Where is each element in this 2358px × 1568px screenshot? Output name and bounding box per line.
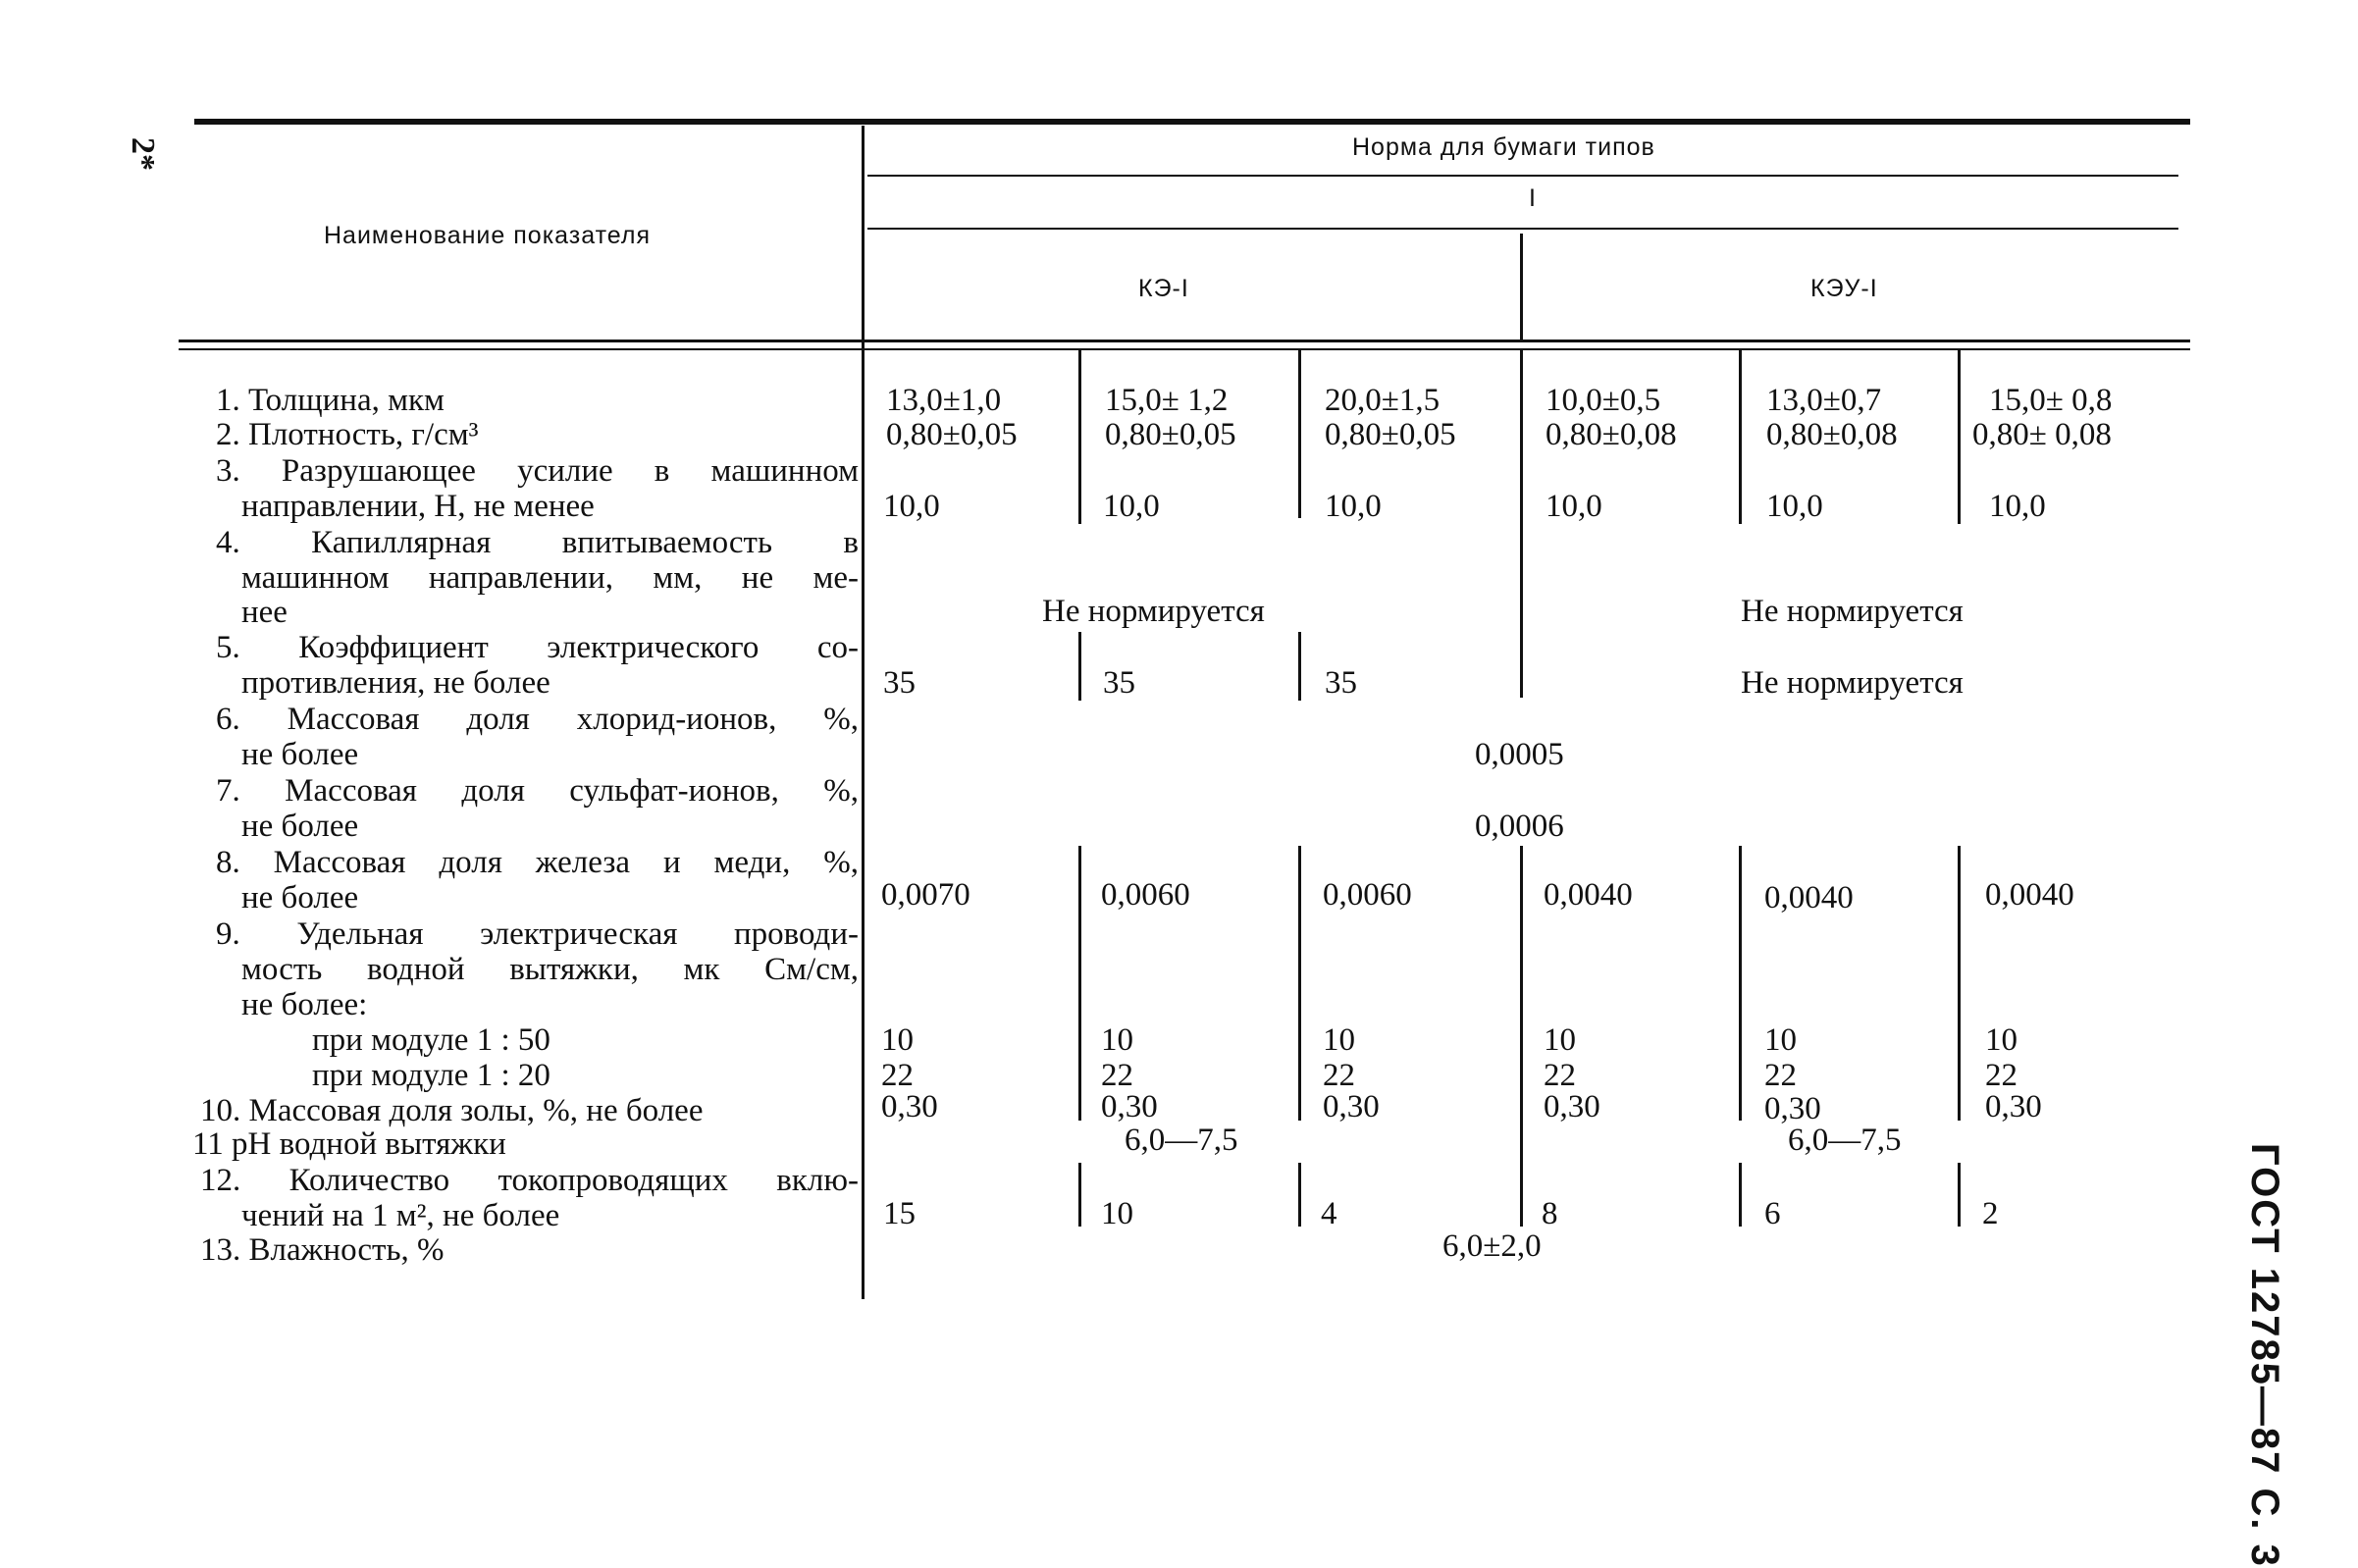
col-tick	[1958, 846, 1961, 1121]
row-7-label-line-2: не более	[241, 809, 359, 844]
row-1-label: 1. Толщина, мкм	[216, 383, 445, 418]
row-3-label-line-1: 3. Разрушающее усилие в машинном	[216, 453, 859, 489]
row-9-value-1-20: 22	[1985, 1058, 2017, 1093]
row-12-value: 6	[1764, 1196, 1781, 1231]
row-7-label-line-1: 7. Массовая доля сульфат-ионов, %,	[216, 773, 859, 809]
row-8-value: 0,0040	[1544, 877, 1633, 913]
row-12-value: 15	[883, 1196, 916, 1231]
row-13-label: 13. Влажность, %	[200, 1232, 445, 1268]
row-2-value: 0,80±0,08	[1546, 417, 1677, 452]
row-2-value: 0,80±0,05	[1325, 417, 1456, 452]
row-9-label-line-3: не более:	[241, 987, 368, 1022]
row-3-value: 10,0	[1546, 489, 1602, 524]
col-tick	[1298, 1163, 1301, 1227]
row-9-value-1-50: 10	[1985, 1022, 2017, 1058]
page-mark-left: 2*	[125, 137, 161, 171]
row-8-label-line-1: 8. Массовая доля железа и меди, %,	[216, 845, 859, 880]
col-tick	[1958, 1163, 1961, 1227]
header-bottom-rule-2	[179, 348, 2190, 350]
row-2-value: 0,80±0,08	[1766, 417, 1898, 452]
row-1-value: 13,0±0,7	[1766, 383, 1882, 418]
header-bottom-rule-1	[179, 340, 2190, 342]
row-10-value: 0,30	[881, 1089, 938, 1124]
row-3-value: 10,0	[1766, 489, 1823, 524]
row-4-label-line-3: нее	[241, 595, 288, 630]
row-4-group-2-value: Не нормируется	[1741, 594, 1964, 629]
row-2-label: 2. Плотность, г/см³	[216, 417, 479, 452]
row-9-value-1-50: 10	[881, 1022, 914, 1058]
row-3-value: 10,0	[1103, 489, 1160, 524]
row-9-value-1-20: 22	[1544, 1058, 1576, 1093]
row-1-value: 15,0± 1,2	[1105, 383, 1229, 418]
row-10-value: 0,30	[1764, 1091, 1821, 1126]
row-5-label-line-2: противления, не более	[241, 665, 550, 701]
row-3-label-line-2: направлении, Н, не менее	[241, 489, 595, 524]
col-tick	[1298, 846, 1301, 1121]
col-tick	[1298, 632, 1301, 701]
row-2-value: 0,80± 0,08	[1972, 417, 2112, 452]
row-8-value: 0,0060	[1323, 877, 1412, 913]
row-1-value: 10,0±0,5	[1546, 383, 1661, 418]
row-8-value: 0,0040	[1764, 880, 1854, 915]
col-tick	[1078, 1163, 1081, 1227]
col-tick	[1520, 846, 1523, 1227]
col-tick	[1078, 846, 1081, 1121]
row-9-value-1-50: 10	[1764, 1022, 1797, 1058]
header-name-column: Наименование показателя	[324, 222, 651, 249]
header-sub-ke: КЭ-I	[1138, 275, 1189, 302]
row-8-value: 0,0060	[1101, 877, 1190, 913]
row-9-value-1-20: 22	[1323, 1058, 1355, 1093]
col-tick	[1739, 846, 1742, 1121]
row-9-value-1-50: 10	[1544, 1022, 1576, 1058]
col-tick	[1739, 1163, 1742, 1227]
header-group-divider	[1520, 234, 1523, 340]
row-10-value: 0,30	[1323, 1089, 1380, 1124]
row-8-value: 0,0070	[881, 877, 970, 913]
col-tick	[1520, 349, 1523, 698]
row-11-group-1-value: 6,0—7,5	[1125, 1123, 1238, 1158]
row-12-value: 2	[1982, 1196, 1999, 1231]
header-type: I	[1529, 184, 1537, 212]
row-6-label-line-1: 6. Массовая доля хлорид-ионов, %,	[216, 702, 859, 737]
row-9-sub-label-1-20: при модуле 1 : 20	[312, 1058, 550, 1093]
row-1-value: 13,0±1,0	[886, 383, 1002, 418]
row-12-value: 4	[1321, 1196, 1337, 1231]
row-9-value-1-50: 10	[1101, 1022, 1133, 1058]
col-tick	[1078, 632, 1081, 701]
row-5-label-line-1: 5. Коэффициент электрического со-	[216, 630, 859, 665]
row-6-label-line-2: не более	[241, 737, 359, 772]
header-norm-rule	[867, 175, 2178, 177]
row-3-value: 10,0	[1325, 489, 1382, 524]
table-top-rule	[194, 119, 2190, 125]
col-tick	[1739, 349, 1742, 524]
row-10-value: 0,30	[1544, 1089, 1600, 1124]
row-4-group-1-value: Не нормируется	[1042, 594, 1265, 629]
row-9-label-line-2: мость водной вытяжки, мк См/см,	[241, 952, 859, 987]
col-tick	[1958, 349, 1961, 524]
row-5-group-2-value: Не нормируется	[1741, 665, 1964, 701]
row-5-value: 35	[1103, 665, 1135, 701]
page-mark-right: ГОСТ 12785—87 С. 3	[2243, 1143, 2286, 1568]
row-12-label-line-2: чений на 1 м², не более	[241, 1198, 560, 1233]
header-norm: Норма для бумаги типов	[1352, 133, 1655, 161]
row-5-value: 35	[1325, 665, 1357, 701]
row-10-value: 0,30	[1101, 1089, 1158, 1124]
row-1-value: 15,0± 0,8	[1989, 383, 2113, 418]
col-tick	[1078, 349, 1081, 524]
row-10-label: 10. Массовая доля золы, %, не более	[200, 1093, 704, 1128]
label-column-divider	[862, 126, 865, 1299]
row-9-value-1-20: 22	[1764, 1058, 1797, 1093]
col-tick	[1298, 349, 1301, 518]
header-type-rule	[867, 228, 2178, 230]
row-9-sub-label-1-50: при модуле 1 : 50	[312, 1022, 550, 1058]
row-8-value: 0,0040	[1985, 877, 2074, 913]
row-2-value: 0,80±0,05	[886, 417, 1018, 452]
row-1-value: 20,0±1,5	[1325, 383, 1441, 418]
row-5-value: 35	[883, 665, 916, 701]
row-11-label: 11 pH водной вытяжки	[192, 1126, 506, 1162]
row-4-label-line-1: 4. Капиллярная впитываемость в	[216, 525, 859, 560]
row-7-all-value: 0,0006	[1475, 809, 1564, 844]
row-9-label-line-1: 9. Удельная электрическая проводи-	[216, 916, 859, 952]
row-12-value: 10	[1101, 1196, 1133, 1231]
row-12-value: 8	[1542, 1196, 1558, 1231]
row-2-value: 0,80±0,05	[1105, 417, 1236, 452]
row-9-value-1-20: 22	[1101, 1058, 1133, 1093]
row-10-value: 0,30	[1985, 1089, 2042, 1124]
row-13-all-value: 6,0±2,0	[1442, 1228, 1542, 1264]
row-9-value-1-20: 22	[881, 1058, 914, 1093]
row-6-all-value: 0,0005	[1475, 737, 1564, 772]
row-11-group-2-value: 6,0—7,5	[1788, 1123, 1902, 1158]
row-3-value: 10,0	[883, 489, 940, 524]
row-12-label-line-1: 12. Количество токопроводящих вклю-	[200, 1163, 859, 1198]
row-3-value: 10,0	[1989, 489, 2046, 524]
row-9-value-1-50: 10	[1323, 1022, 1355, 1058]
header-sub-keu: КЭУ-I	[1810, 275, 1878, 302]
row-4-label-line-2: машинном направлении, мм, не ме-	[241, 560, 859, 596]
row-8-label-line-2: не более	[241, 880, 359, 915]
